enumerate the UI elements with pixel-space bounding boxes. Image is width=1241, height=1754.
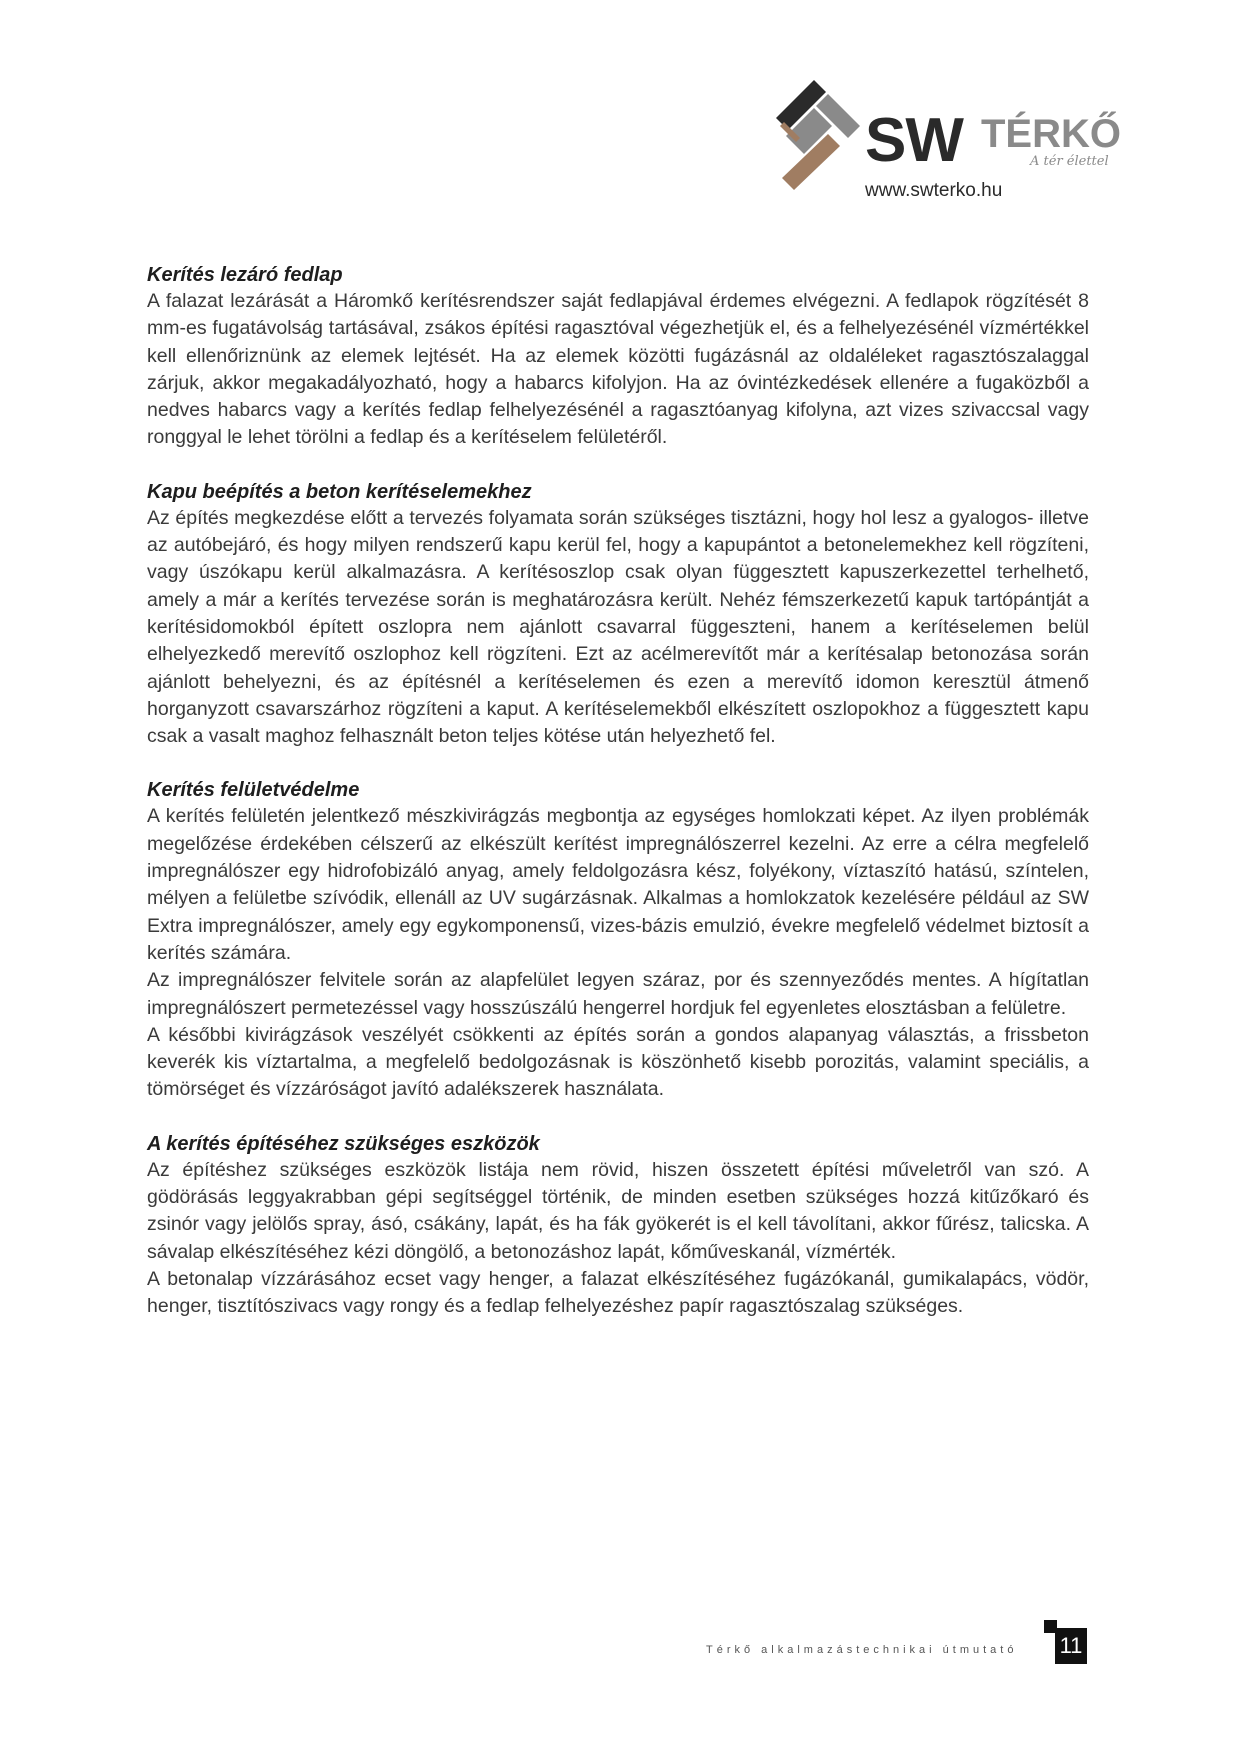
- logo-sw-text: SW: [865, 106, 963, 175]
- logo-terko-text: TÉRKŐ: [981, 112, 1121, 156]
- section-title: Kapu beépítés a beton kerítéselemekhez: [147, 480, 532, 503]
- paragraph: A kerítés felületén jelentkező mészkivirágzás megbontja az egységes homlokzati képet. Az ilyen problémák megelőzése érdekében célszerű az elkészült kerítést impregnálószerrel kezelni. Az erre a célra megfelelő impregnálószer egy hidrofobizáló anyag, amely feldolgozásra kész, folyékony, víztaszító hatású, színtelen, mélyen a felületbe szívódik, ellenáll az UV sugárzásnak. Alkalmas a homlokzatok kezelésére például az SW Extra impregnálószer, amely egy egykomponensű, vizes-bázis emulzió, évekre megfelelő védelmet biztosít a kerítés számára.: [147, 805, 1089, 964]
- section-title: Kerítés felületvédelme: [147, 779, 360, 802]
- page-number: 11: [1055, 1628, 1087, 1664]
- paragraph: A későbbi kivirágzások veszélyét csökkenti az építés során a gondos alapanyag választás, a frissbeton keverék kis víztartalma, a megfelelő bedolgozásnak is köszönhető kisebb porozitás, valamint speciális, a tömörséget és vízzáróságot javító adalékszerek használata.: [147, 1023, 1089, 1101]
- section-tools: [147, 1131, 1089, 1321]
- paragraph: A betonalap vízzárásához ecset vagy henger, a falazat elkészítéséhez fugázókanál, gumikalapács, vödör, henger, tisztítószivacs vagy rongy és a fedlap felhelyezéshez papír ragasztószalag szükséges.: [147, 1267, 1089, 1318]
- paragraph: Az impregnálószer felvitele során az alapfelület legyen száraz, por és szennyeződés mentes. A hígítatlan impregnálószert permetezéssel vagy hosszúszálú hengerrel hordjuk fel egyenletes elosztásban a felületre.: [147, 969, 1089, 1019]
- logo-tagline: A tér élettel: [1030, 154, 1109, 169]
- section-surface-protection: [147, 777, 1089, 1103]
- logo-mark-icon: [770, 80, 866, 190]
- footer-title: Térkő alkalmazástechnikai útmutató: [706, 1644, 1018, 1656]
- section-gate-installation: [147, 479, 1089, 751]
- paragraph: A falazat lezárását a Háromkő kerítésrendszer saját fedlapjával érdemes elvégezni. A fedlapok rögzítését 8 mm-es fugatávolság tartásával, zsákos építési ragasztóval végezhetjük el, és a felhelyezésénél vízmértékkel kell ellenőriznünk az elemek lejtését. Ha az elemek közötti fugázásnál az oldaléleket ragasztószalaggal zárjuk, akkor megakadályozható, hogy a habarcs kifolyjon. Ha az óvintézkedések ellenére a fugaközből a nedves habarcs vagy a kerítés fedlap felhelyezésénél a ragasztóanyag kifolyna, azt vizes szivaccsal vagy ronggyal le lehet törölni a fedlap és a kerítéselem felületéről.: [147, 290, 1089, 449]
- section-fence-cap: [147, 262, 1089, 452]
- document-body: [147, 262, 1089, 1348]
- paragraph: Az építés megkezdése előtt a tervezés folyamata során szükséges tisztázni, hogy hol lesz a gyalogos- illetve az autóbejáró, és hogy milyen rendszerű kapu kerül fel, hogy a kapupántot a betonelemekhez kell rögzíteni, vagy úszókapu kerül alkalmazásra. A kerítésoszlop csak olyan függesztett kapuszerkezettel terhelhető, amely a már a kerítés tervezése során is meghatározásra került. Nehéz fémszerkezetű kapuk tartópántját a kerítésidomokból épített oszlopra nem ajánlott csavarral függeszteni, hanem a kerítéselemen belül elhelyezkedő merevítő oszlophoz kell rögzíteni. Ezt az acélmerevítőt már a kerítésalap betonozása során ajánlott behelyezni, és az építésnél a kerítéselemen és ezen a merevítő idomon keresztül átmenő horganyzott csavarszárhoz rögzíteni a kaput. A kerítéselemekből elkészített oszlopokhoz a függesztett kapu csak a vasalt maghoz felhasznált beton teljes kötése után helyezhető fel.: [147, 506, 1089, 748]
- section-title: Kerítés lezáró fedlap: [147, 264, 343, 286]
- paragraph: Az építéshez szükséges eszközök listája nem rövid, hiszen összetett építési műveletről van szó. A gödörásás leggyakrabban gépi segítséggel történik, de minden esetben szükséges hozzá kitűzőkaró és zsinór vagy jelölős spray, ásó, csákány, lapát, és ha fák gyökerét is el kell távolítani, akkor fűrész, talicska. A sávalap elkészítéséhez kézi döngölő, a betonozáshoz lapát, kőműveskanál, vízmérték.: [147, 1158, 1089, 1263]
- website-url[interactable]: www.swterko.hu: [865, 180, 1003, 201]
- section-title: A kerítés építéséhez szükséges eszközök: [147, 1132, 540, 1155]
